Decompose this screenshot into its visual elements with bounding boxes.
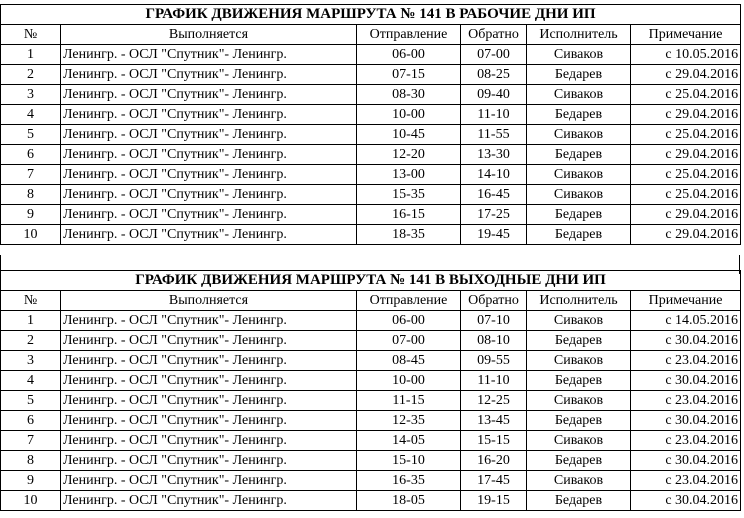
weekday-header-row — [1, 25, 741, 45]
column-header-departure: Отправление — [357, 25, 461, 45]
row-number: 1 — [1, 311, 61, 331]
row-number: 2 — [1, 331, 61, 351]
route-cell: Ленингр. - ОСЛ "Спутник"- Ленингр. — [61, 145, 357, 165]
departure-time: 18-35 — [357, 225, 461, 245]
route-cell: Ленингр. - ОСЛ "Спутник"- Ленингр. — [61, 45, 357, 65]
return-time: 15-15 — [461, 431, 527, 451]
return-time: 16-20 — [461, 451, 527, 471]
note-date: с 30.04.2016 — [631, 331, 741, 351]
executor-name: Бедарев — [527, 105, 631, 125]
executor-name: Сиваков — [527, 311, 631, 331]
note-date: с 29.04.2016 — [631, 205, 741, 225]
column-header-executor: Исполнитель — [527, 25, 631, 45]
departure-time: 15-10 — [357, 451, 461, 471]
table-row — [1, 145, 741, 165]
table-row — [1, 371, 741, 391]
return-time: 19-45 — [461, 225, 527, 245]
note-date: с 14.05.2016 — [631, 311, 741, 331]
departure-time: 06-00 — [357, 45, 461, 65]
departure-time: 12-20 — [357, 145, 461, 165]
departure-time: 10-00 — [357, 105, 461, 125]
column-header-return: Обратно — [461, 25, 527, 45]
executor-name: Сиваков — [527, 85, 631, 105]
row-number: 8 — [1, 185, 61, 205]
row-number: 9 — [1, 205, 61, 225]
route-cell: Ленингр. - ОСЛ "Спутник"- Ленингр. — [61, 351, 357, 371]
return-time: 16-45 — [461, 185, 527, 205]
executor-name: Бедарев — [527, 411, 631, 431]
departure-time: 06-00 — [357, 311, 461, 331]
executor-name: Бедарев — [527, 371, 631, 391]
column-header-note: Примечание — [631, 25, 741, 45]
table-row — [1, 165, 741, 185]
executor-name: Бедарев — [527, 145, 631, 165]
route-cell: Ленингр. - ОСЛ "Спутник"- Ленингр. — [61, 165, 357, 185]
table-row — [1, 85, 741, 105]
note-date: с 29.04.2016 — [631, 65, 741, 85]
row-number: 4 — [1, 105, 61, 125]
table-row — [1, 491, 741, 511]
row-number: 6 — [1, 145, 61, 165]
row-number: 7 — [1, 165, 61, 185]
route-cell: Ленингр. - ОСЛ "Спутник"- Ленингр. — [61, 311, 357, 331]
return-time: 17-45 — [461, 471, 527, 491]
executor-name: Бедарев — [527, 491, 631, 511]
route-cell: Ленингр. - ОСЛ "Спутник"- Ленингр. — [61, 451, 357, 471]
route-cell: Ленингр. - ОСЛ "Спутник"- Ленингр. — [61, 371, 357, 391]
return-time: 09-40 — [461, 85, 527, 105]
executor-name: Сиваков — [527, 185, 631, 205]
departure-time: 07-15 — [357, 65, 461, 85]
departure-time: 14-05 — [357, 431, 461, 451]
executor-name: Сиваков — [527, 45, 631, 65]
table-row — [1, 205, 741, 225]
departure-time: 07-00 — [357, 331, 461, 351]
row-number: 2 — [1, 65, 61, 85]
return-time: 11-10 — [461, 105, 527, 125]
weekday-schedule-table — [0, 4, 741, 245]
row-number: 10 — [1, 491, 61, 511]
executor-name: Бедарев — [527, 331, 631, 351]
table-row — [1, 351, 741, 371]
note-date: с 23.04.2016 — [631, 391, 741, 411]
return-time: 13-30 — [461, 145, 527, 165]
column-header-number: № — [1, 291, 61, 311]
return-time: 19-15 — [461, 491, 527, 511]
row-number: 1 — [1, 45, 61, 65]
return-time: 08-10 — [461, 331, 527, 351]
route-cell: Ленингр. - ОСЛ "Спутник"- Ленингр. — [61, 331, 357, 351]
table-row — [1, 411, 741, 431]
row-number: 6 — [1, 411, 61, 431]
departure-time: 13-00 — [357, 165, 461, 185]
table-row — [1, 185, 741, 205]
departure-time: 15-35 — [357, 185, 461, 205]
column-header-executor: Исполнитель — [527, 291, 631, 311]
table-row — [1, 391, 741, 411]
departure-time: 10-45 — [357, 125, 461, 145]
row-number: 7 — [1, 431, 61, 451]
executor-name: Бедарев — [527, 225, 631, 245]
route-cell: Ленингр. - ОСЛ "Спутник"- Ленингр. — [61, 491, 357, 511]
note-date: с 25.04.2016 — [631, 85, 741, 105]
table-row — [1, 45, 741, 65]
return-time: 09-55 — [461, 351, 527, 371]
note-date: с 29.04.2016 — [631, 145, 741, 165]
table-row — [1, 125, 741, 145]
note-date: с 23.04.2016 — [631, 471, 741, 491]
departure-time: 18-05 — [357, 491, 461, 511]
return-time: 11-55 — [461, 125, 527, 145]
route-cell: Ленингр. - ОСЛ "Спутник"- Ленингр. — [61, 85, 357, 105]
route-cell: Ленингр. - ОСЛ "Спутник"- Ленингр. — [61, 431, 357, 451]
table-row — [1, 451, 741, 471]
note-date: с 23.04.2016 — [631, 351, 741, 371]
return-time: 13-45 — [461, 411, 527, 431]
note-date: с 25.04.2016 — [631, 165, 741, 185]
return-time: 07-10 — [461, 311, 527, 331]
table-row — [1, 225, 741, 245]
executor-name: Бедарев — [527, 205, 631, 225]
executor-name: Бедарев — [527, 451, 631, 471]
departure-time: 11-15 — [357, 391, 461, 411]
note-date: с 30.04.2016 — [631, 411, 741, 431]
departure-time: 16-15 — [357, 205, 461, 225]
column-header-number: № — [1, 25, 61, 45]
row-number: 10 — [1, 225, 61, 245]
route-cell: Ленингр. - ОСЛ "Спутник"- Ленингр. — [61, 185, 357, 205]
note-date: с 23.04.2016 — [631, 431, 741, 451]
route-cell: Ленингр. - ОСЛ "Спутник"- Ленингр. — [61, 105, 357, 125]
column-header-route: Выполняется — [61, 25, 357, 45]
return-time: 07-00 — [461, 45, 527, 65]
weekend-header-row — [1, 291, 741, 311]
route-cell: Ленингр. - ОСЛ "Спутник"- Ленингр. — [61, 125, 357, 145]
executor-name: Сиваков — [527, 471, 631, 491]
departure-time: 12-35 — [357, 411, 461, 431]
weekend-schedule-title: ГРАФИК ДВИЖЕНИЯ МАРШРУТА № 141 В ВЫХОДНЫЕ ДНИ ИП — [1, 271, 741, 291]
row-number: 5 — [1, 125, 61, 145]
table-row — [1, 65, 741, 85]
table-row — [1, 431, 741, 451]
column-header-return: Обратно — [461, 291, 527, 311]
note-date: с 29.04.2016 — [631, 225, 741, 245]
row-number: 5 — [1, 391, 61, 411]
return-time: 14-10 — [461, 165, 527, 185]
return-time: 12-25 — [461, 391, 527, 411]
departure-time: 08-30 — [357, 85, 461, 105]
executor-name: Сиваков — [527, 165, 631, 185]
departure-time: 16-35 — [357, 471, 461, 491]
note-date: с 29.04.2016 — [631, 105, 741, 125]
table-row — [1, 331, 741, 351]
row-number: 3 — [1, 351, 61, 371]
table-row — [1, 311, 741, 331]
return-time: 11-10 — [461, 371, 527, 391]
weekend-schedule-table — [0, 270, 741, 511]
table-row — [1, 105, 741, 125]
departure-time: 10-00 — [357, 371, 461, 391]
table-row — [1, 471, 741, 491]
route-cell: Ленингр. - ОСЛ "Спутник"- Ленингр. — [61, 205, 357, 225]
note-date: с 25.04.2016 — [631, 185, 741, 205]
route-cell: Ленингр. - ОСЛ "Спутник"- Ленингр. — [61, 471, 357, 491]
executor-name: Сиваков — [527, 391, 631, 411]
note-date: с 10.05.2016 — [631, 45, 741, 65]
route-cell: Ленингр. - ОСЛ "Спутник"- Ленингр. — [61, 225, 357, 245]
column-header-route: Выполняется — [61, 291, 357, 311]
note-date: с 30.04.2016 — [631, 371, 741, 391]
row-number: 9 — [1, 471, 61, 491]
executor-name: Сиваков — [527, 125, 631, 145]
return-time: 08-25 — [461, 65, 527, 85]
executor-name: Сиваков — [527, 431, 631, 451]
departure-time: 08-45 — [357, 351, 461, 371]
executor-name: Сиваков — [527, 351, 631, 371]
route-cell: Ленингр. - ОСЛ "Спутник"- Ленингр. — [61, 391, 357, 411]
row-number: 8 — [1, 451, 61, 471]
route-cell: Ленингр. - ОСЛ "Спутник"- Ленингр. — [61, 411, 357, 431]
note-date: с 30.04.2016 — [631, 451, 741, 471]
weekday-schedule-title: ГРАФИК ДВИЖЕНИЯ МАРШРУТА № 141 В РАБОЧИЕ ДНИ ИП — [1, 5, 741, 25]
route-cell: Ленингр. - ОСЛ "Спутник"- Ленингр. — [61, 65, 357, 85]
row-number: 3 — [1, 85, 61, 105]
note-date: с 25.04.2016 — [631, 125, 741, 145]
column-header-departure: Отправление — [357, 291, 461, 311]
row-number: 4 — [1, 371, 61, 391]
column-header-note: Примечание — [631, 291, 741, 311]
return-time: 17-25 — [461, 205, 527, 225]
executor-name: Бедарев — [527, 65, 631, 85]
note-date: с 30.04.2016 — [631, 491, 741, 511]
